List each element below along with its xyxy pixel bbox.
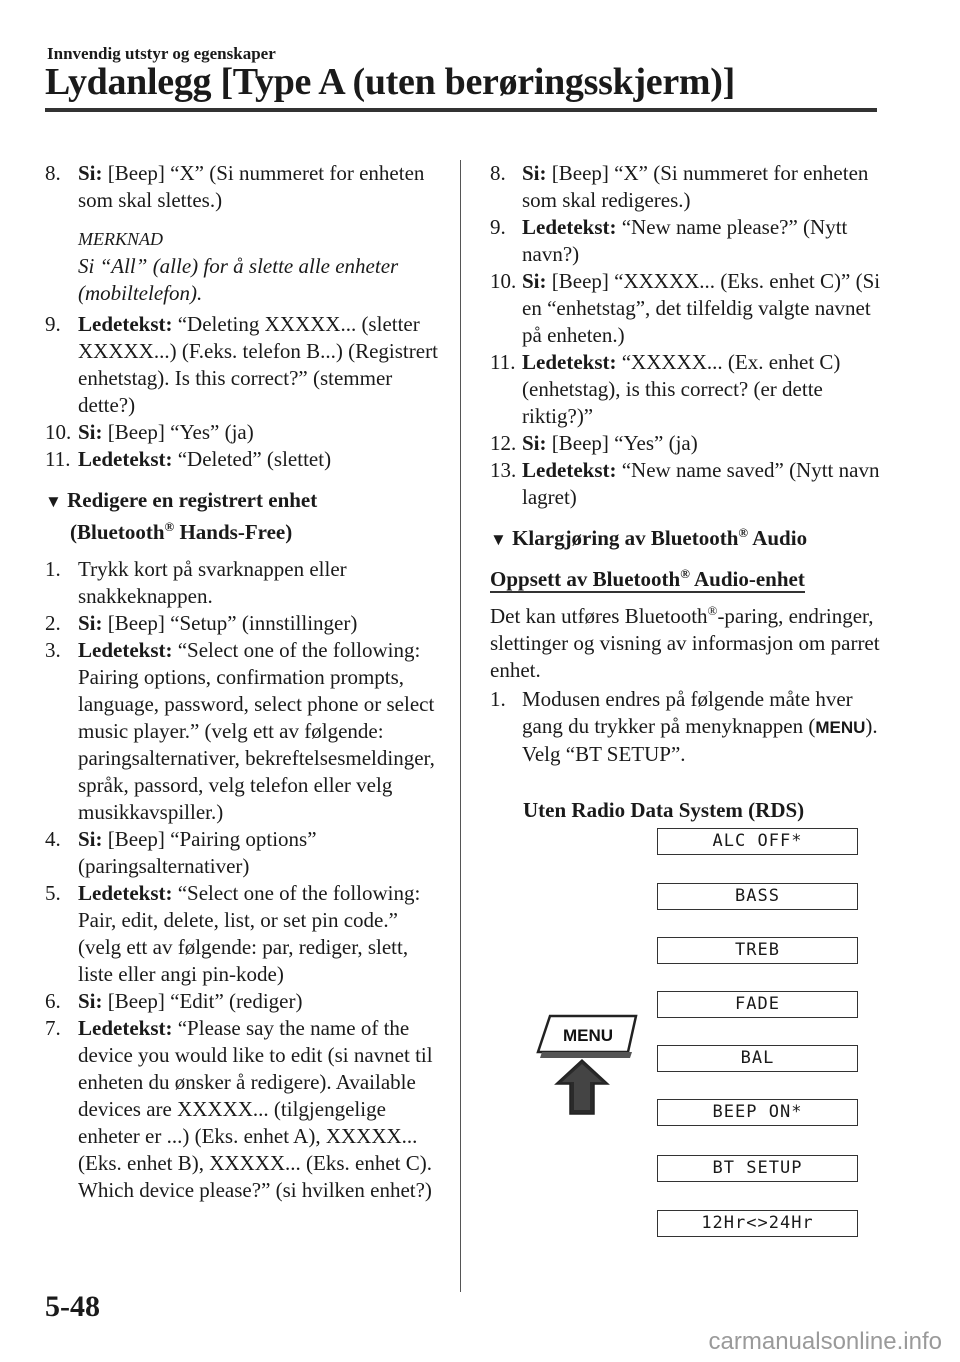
header-rule (45, 108, 877, 112)
lcd-mode-treb: TREB (657, 937, 858, 964)
step-6-left: 6. Si: [Beep] “Edit” (rediger) (45, 989, 303, 1013)
note-text: Si “All” (alle) for å slette alle enheter (mobiltelefon). (78, 254, 399, 305)
triangle-down-icon: ▼ (490, 530, 507, 549)
step-13-right: 13. Ledetekst: “New name saved” (Nytt navn lagret) (490, 458, 880, 509)
watermark: carmanualsonline.info (708, 1328, 942, 1355)
step-3-left: 3. Ledetekst: “Select one of the following: Pairing options, confirmation prompts, language, password, select phone or select music player.” (velg ett av følgende: paringsalternativer, bekreftelsesmeldinger, språk, passord, velg telefon eller velg musikkavspiller.) (45, 638, 435, 824)
left-column (45, 160, 445, 1204)
step-10-left: 10. Si: [Beep] “Yes” (ja) (45, 420, 254, 444)
section-heading-edit-device: ▼ Redigere en registrert enhet (Bluetooth® Hands-Free) (45, 488, 318, 544)
menu-key-press-illustration (536, 1014, 638, 1118)
step-9-left: 9. Ledetekst: “Deleting XXXXX... (sletter XXXXX...) (F.eks. telefon B...) (Registrert enhetstag). Is this correct?” (stemmer dette?) (45, 312, 438, 417)
step-8-right: 8. Si: [Beep] “X” (Si nummeret for enheten som skal redigeres.) (490, 161, 869, 212)
lcd-mode-alc-off: ALC OFF* (657, 828, 858, 855)
page-number: 5-48 (45, 1290, 100, 1323)
step-7-left: 7. Ledetekst: “Please say the name of the device you would like to edit (si navnet til enheten du ønsker å redigere). Available devices are XXXXX... (tilgjengelige enheter er ...) (Eks. enhet A), XXXXX... (Eks. enhet B), XXXXX... (Eks. enhet C). Which device please?” (si hvilken enhet?) (45, 1016, 433, 1202)
right-column (490, 160, 890, 768)
step-11-left: 11. Ledetekst: “Deleted” (slettet) (45, 447, 332, 471)
step-5-left: 5. Ledetekst: “Select one of the following: Pair, edit, delete, list, or set pin code.” (velg ett av følgende: par, rediger, slett, liste eller angi pin-kode) (45, 881, 421, 986)
lcd-mode-bass: BASS (657, 883, 858, 910)
step-2-left: 2. Si: [Beep] “Setup” (innstillinger) (45, 611, 358, 635)
section-heading-bt-audio: ▼ Klargjøring av Bluetooth® Audio (490, 525, 808, 550)
lcd-mode-fade: FADE (657, 991, 858, 1018)
step-10-right: 10. Si: [Beep] “XXXXX... (Eks. enhet C)” (Si en “enhetstag”, det tilfeldig valgte navnet på enheten.) (490, 269, 881, 347)
lcd-mode-12hr-24hr: 12Hr<>24Hr (657, 1210, 858, 1237)
note (45, 226, 445, 307)
step-4-left: 4. Si: [Beep] “Pairing options” (paringsalternativer) (45, 827, 317, 878)
step-8-left: 8. Si: [Beep] “X” (Si nummeret for enheten som skal slettes.) (45, 161, 425, 212)
column-divider (460, 160, 461, 1292)
step-1-right: 1. Modusen endres på følgende måte hver gang du trykker på menyknappen (MENU). Velg “BT SETUP”. (490, 687, 878, 766)
triangle-down-icon: ▼ (45, 492, 62, 511)
rds-diagram-title: Uten Radio Data System (RDS) (523, 798, 805, 822)
step-12-right: 12. Si: [Beep] “Yes” (ja) (490, 431, 698, 455)
step-11-right: 11. Ledetekst: “XXXXX... (Ex. enhet C) (enhetstag), is this correct? (er dette riktig?)” (490, 350, 841, 428)
lcd-mode-bal: BAL (657, 1045, 858, 1072)
menu-key-label: MENU (562, 1026, 614, 1045)
press-arrow-icon (556, 1060, 608, 1114)
intro-paragraph: Det kan utføres Bluetooth®-paring, endringer, slettinger og visning av informasjon om parret enhet. (490, 603, 880, 682)
section-label: Innvendig utstyr og egenskaper (47, 44, 276, 63)
menu-key-inline-label: MENU (815, 718, 866, 737)
subheading-bt-audio-setup: Oppsett av Bluetooth® Audio-enhet (490, 566, 805, 591)
step-1-left: 1. Trykk kort på svarknappen eller snakkeknappen. (45, 557, 347, 608)
note-title: MERKNAD (78, 229, 163, 249)
lcd-mode-beep-on: BEEP ON* (657, 1099, 858, 1126)
chapter-title: Lydanlegg [Type A (uten berøringsskjerm)] (45, 61, 735, 103)
step-9-right: 9. Ledetekst: “New name please?” (Nytt navn?) (490, 215, 848, 266)
lcd-mode-bt-setup: BT SETUP (657, 1155, 858, 1182)
